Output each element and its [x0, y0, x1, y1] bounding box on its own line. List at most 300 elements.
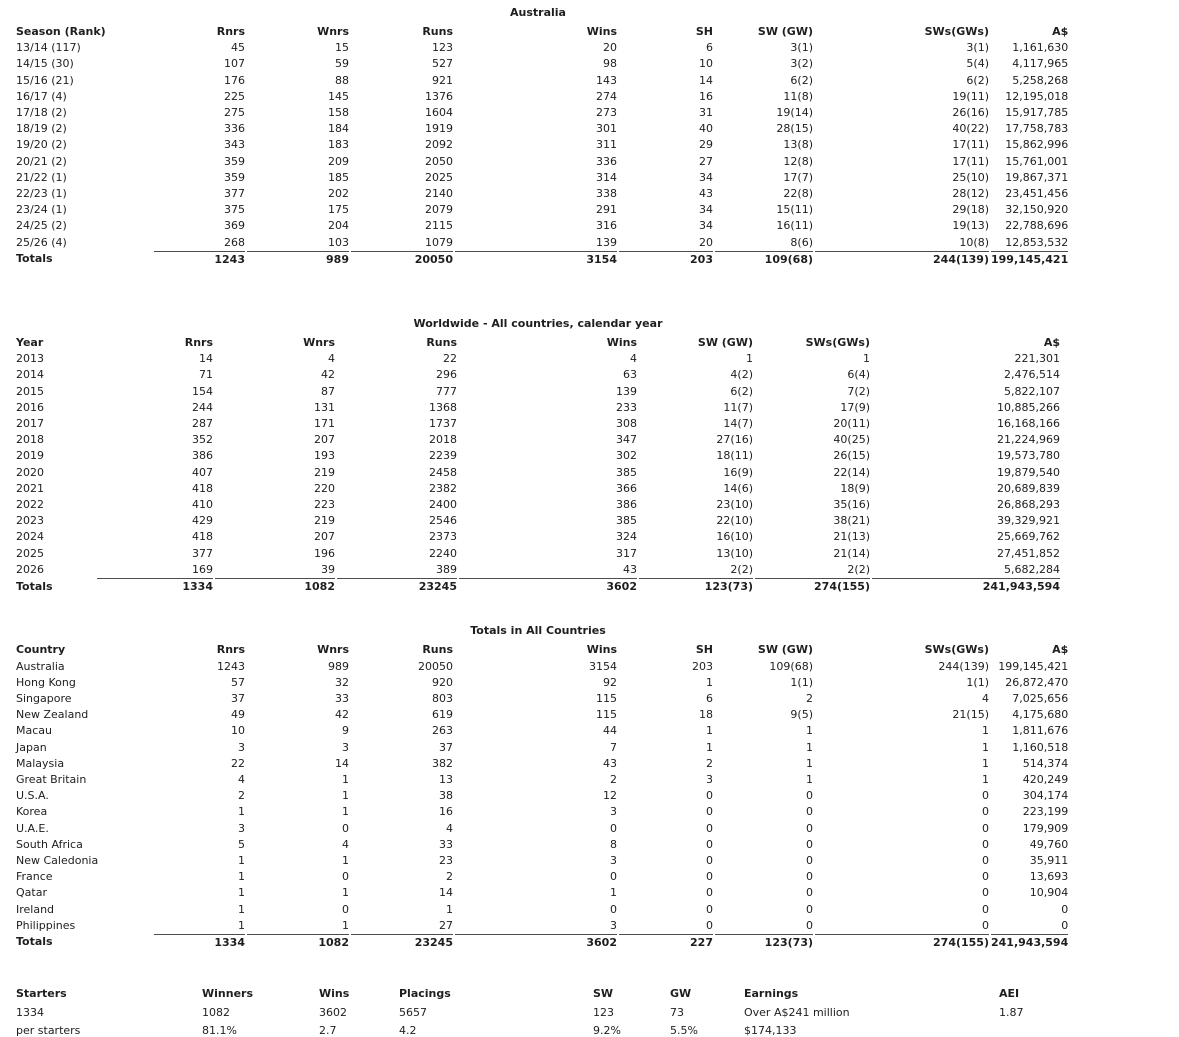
cell: 19(14)	[776, 106, 813, 120]
row-label: 2014	[16, 368, 44, 382]
totals-cell: 274(155)	[755, 578, 870, 595]
cell: 407	[192, 465, 213, 479]
cell: 389	[436, 562, 457, 576]
cell: 20	[699, 235, 713, 249]
cell: 347	[616, 433, 637, 447]
cell: 27,451,852	[997, 546, 1060, 560]
table-row	[16, 659, 1068, 675]
cell: 221,301	[1014, 352, 1060, 366]
cell: 14	[335, 756, 349, 770]
table-row	[16, 432, 1060, 448]
cell: 107	[224, 57, 245, 71]
cell: 1	[238, 853, 245, 867]
cell: 386	[616, 498, 637, 512]
cell: 1	[342, 789, 349, 803]
table-row	[16, 788, 1068, 804]
row-label: Singapore	[16, 691, 72, 705]
cell: 777	[436, 384, 457, 398]
row-label: South Africa	[16, 837, 83, 851]
cell: 40(22)	[952, 122, 989, 136]
table-row	[16, 40, 1068, 56]
cell: 14	[439, 886, 453, 900]
cell: 20050	[418, 659, 453, 673]
totals-cell: 123(73)	[639, 578, 753, 595]
table-row	[16, 529, 1060, 545]
cell: 5(4)	[966, 57, 989, 71]
totals-cell: 227	[619, 934, 713, 951]
cell: 9	[342, 724, 349, 738]
table-row	[16, 186, 1068, 202]
cell: 115	[596, 691, 617, 705]
row-label: 2024	[16, 530, 44, 544]
cell: 1	[982, 724, 989, 738]
row-label: Philippines	[16, 918, 76, 932]
cell: 0	[806, 805, 813, 819]
cell: 359	[224, 154, 245, 168]
cell: 1,161,630	[1012, 41, 1069, 55]
table-row	[16, 918, 1068, 934]
cell: 71	[199, 368, 213, 382]
column-header: SWs(GWs)	[924, 25, 989, 38]
cell: 143	[596, 73, 617, 87]
cell: 336	[596, 154, 617, 168]
cell: 338	[596, 187, 617, 201]
cell: 18(9)	[840, 481, 870, 495]
row-label: 25/26 (4)	[16, 235, 67, 249]
table-row	[16, 384, 1060, 400]
cell: 40	[699, 122, 713, 136]
cell: 418	[192, 530, 213, 544]
header-row	[16, 335, 1060, 351]
cell: 308	[616, 417, 637, 431]
australia-season-table	[14, 24, 1070, 268]
cell: 15,761,001	[1005, 154, 1069, 168]
cell: 4	[446, 821, 453, 835]
cell: 803	[432, 691, 453, 705]
cell: 377	[224, 187, 245, 201]
cell: 34	[699, 203, 713, 217]
cell: 12,195,018	[1005, 89, 1069, 103]
cell: 158	[328, 106, 349, 120]
cell: 4,117,965	[1012, 57, 1069, 71]
cell: 1	[238, 918, 245, 932]
cell: 2382	[429, 481, 457, 495]
cell: 49	[231, 708, 245, 722]
table-row	[16, 837, 1068, 853]
cell: 1	[806, 740, 813, 754]
cell: 49,760	[1029, 837, 1069, 851]
cell: 0	[806, 853, 813, 867]
cell: 14	[699, 73, 713, 87]
cell: 14	[199, 352, 213, 366]
cell: 29	[699, 138, 713, 152]
cell: 527	[432, 57, 453, 71]
cell: 219	[314, 514, 335, 528]
row-label: Great Britain	[16, 772, 87, 786]
cell: 0	[1061, 902, 1069, 916]
cell: 33	[335, 691, 349, 705]
cell: 0	[610, 902, 617, 916]
cell: 1	[342, 772, 349, 786]
table-row	[16, 723, 1068, 739]
cell: 296	[436, 368, 457, 382]
cell: 207	[314, 433, 335, 447]
cell: 207	[314, 530, 335, 544]
cell: 0	[342, 870, 349, 884]
cell: 18	[699, 708, 713, 722]
cell: 26,872,470	[1005, 675, 1069, 689]
totals-cell: 203	[619, 251, 713, 268]
cell: 34	[699, 170, 713, 184]
row-label: 14/15 (30)	[16, 57, 74, 71]
column-header: A$	[1052, 25, 1069, 38]
cell: 2140	[425, 187, 453, 201]
cell: 22	[443, 352, 457, 366]
cell: 1	[806, 772, 813, 786]
row-label: 2013	[16, 352, 44, 366]
cell: 7,025,656	[1012, 691, 1069, 705]
cell: 2373	[429, 530, 457, 544]
cell: 336	[224, 122, 245, 136]
column-header: Wnrs	[303, 336, 335, 350]
cell: 225	[224, 89, 245, 103]
totals-row	[16, 578, 1060, 595]
cell: 15,917,785	[1005, 106, 1069, 120]
column-header: Rnrs	[216, 643, 245, 657]
cell: 1	[706, 675, 713, 689]
cell: 2092	[425, 138, 453, 152]
cell: 2239	[429, 449, 457, 463]
cell: 26(15)	[833, 449, 870, 463]
cell: 0	[982, 870, 989, 884]
table-row	[16, 497, 1060, 513]
cell: 179,909	[1022, 821, 1069, 835]
cell: 0	[806, 886, 813, 900]
cell: 2	[806, 691, 813, 705]
totals-label: Totals	[16, 579, 53, 593]
cell: 3154	[589, 659, 617, 673]
cell: 2	[706, 756, 713, 770]
cell: 20	[603, 41, 617, 55]
cell: 38	[439, 789, 453, 803]
row-label: 17/18 (2)	[16, 106, 67, 120]
cell: 9(5)	[790, 708, 813, 722]
cell: 18(11)	[716, 449, 753, 463]
cell: 1	[238, 870, 245, 884]
cell: 233	[616, 400, 637, 414]
cell: 2(2)	[730, 562, 753, 576]
column-header: Wins	[606, 336, 637, 350]
cell: 1368	[429, 400, 457, 414]
row-label: 2023	[16, 514, 44, 528]
table-row	[16, 416, 1060, 432]
cell: 21(15)	[952, 708, 989, 722]
column-header: Earnings	[744, 987, 799, 1001]
cell: 385	[616, 465, 637, 479]
cell: 382	[432, 756, 453, 770]
cell: 2400	[429, 498, 457, 512]
cell: 2025	[425, 170, 453, 184]
row-label: per starters	[16, 1024, 81, 1037]
cell: 244	[192, 400, 213, 414]
cell: 3	[238, 740, 245, 754]
cell: 0	[982, 902, 989, 916]
cell: 8(6)	[790, 235, 813, 249]
cell: 1	[342, 805, 349, 819]
cell: 10,904	[1029, 886, 1069, 900]
row-label: Hong Kong	[16, 675, 76, 689]
cell: 5,682,284	[1004, 562, 1060, 576]
cell: 1.87	[999, 1005, 1024, 1019]
cell: 1	[610, 886, 617, 900]
row-label: Ireland	[16, 902, 55, 916]
table-row	[16, 902, 1068, 918]
cell: 32,150,920	[1005, 203, 1069, 217]
cell: 1,811,676	[1012, 724, 1069, 738]
cell: 1604	[425, 106, 453, 120]
cell: 316	[596, 219, 617, 233]
table-row	[16, 367, 1060, 383]
table-row	[16, 202, 1068, 218]
cell: 43	[699, 187, 713, 201]
cell	[999, 1022, 1119, 1037]
cell: 35(16)	[833, 498, 870, 512]
cell: 418	[192, 481, 213, 495]
row-label: 21/22 (1)	[16, 170, 67, 184]
cell: 1(1)	[966, 675, 989, 689]
column-header: Country	[16, 643, 66, 657]
table-row	[16, 89, 1068, 105]
row-label: 2018	[16, 433, 44, 447]
cell: 20,689,839	[997, 481, 1060, 495]
cell: 27	[439, 918, 453, 932]
header-row	[16, 642, 1068, 658]
row-label: 15/16 (21)	[16, 73, 74, 87]
cell: 139	[616, 384, 637, 398]
table-row	[16, 73, 1068, 89]
column-header: Year	[16, 336, 44, 350]
totals-label: Totals	[16, 935, 53, 949]
cell: 19(11)	[952, 89, 989, 103]
cell: 1	[863, 352, 870, 366]
cell: 22,788,696	[1005, 219, 1069, 233]
column-header: Runs	[422, 643, 453, 657]
totals-cell: 274(155)	[815, 934, 989, 951]
cell: 16(11)	[776, 219, 813, 233]
column-header: Season (Rank)	[16, 25, 106, 38]
cell: 15,862,996	[1005, 138, 1069, 152]
cell: 1	[342, 853, 349, 867]
cell: 273	[596, 106, 617, 120]
cell: 921	[432, 73, 453, 87]
cell: 223,199	[1022, 805, 1069, 819]
cell: 1	[706, 740, 713, 754]
cell: 37	[439, 740, 453, 754]
cell: 1	[982, 756, 989, 770]
column-header: SH	[695, 25, 713, 38]
cell: 3	[238, 821, 245, 835]
table-row	[16, 137, 1068, 153]
cell: 2,476,514	[1004, 368, 1060, 382]
cell: 92	[603, 675, 617, 689]
cell: 0	[706, 918, 713, 932]
row-label: 22/23 (1)	[16, 187, 67, 201]
cell: 1082	[202, 1005, 230, 1019]
cell: 291	[596, 203, 617, 217]
column-header: A$	[1052, 643, 1069, 657]
row-label: 2020	[16, 465, 44, 479]
cell: 25(10)	[952, 170, 989, 184]
cell: 3602	[319, 1005, 347, 1019]
all-countries-table	[14, 642, 1070, 951]
row-label: Malaysia	[16, 756, 65, 770]
cell: 275	[224, 106, 245, 120]
cell: 40(25)	[833, 433, 870, 447]
cell: 0	[706, 902, 713, 916]
cell: 202	[328, 187, 349, 201]
cell: 0	[706, 789, 713, 803]
cell: 268	[224, 235, 245, 249]
cell: 17,758,783	[1005, 122, 1069, 136]
cell: 0	[806, 918, 813, 932]
cell: 43	[603, 756, 617, 770]
cell: 22(8)	[783, 187, 813, 201]
cell: 0	[610, 821, 617, 835]
cell: 0	[706, 821, 713, 835]
table-row	[16, 675, 1068, 691]
cell: 4	[342, 837, 349, 851]
cell: 352	[192, 433, 213, 447]
row-label: U.A.E.	[16, 821, 49, 835]
cell: 109(68)	[769, 659, 813, 673]
cell: 375	[224, 203, 245, 217]
cell: 359	[224, 170, 245, 184]
worldwide-year-table	[14, 335, 1062, 595]
cell: 3(1)	[790, 41, 813, 55]
column-header: Wins	[586, 25, 617, 38]
cell: 0	[706, 853, 713, 867]
column-header: SWs(GWs)	[924, 643, 989, 657]
table-row	[16, 121, 1068, 137]
column-header: SW	[593, 987, 614, 1001]
row-label: 16/17 (4)	[16, 89, 67, 103]
cell: 386	[192, 449, 213, 463]
table-row	[16, 707, 1068, 723]
cell: 16	[699, 89, 713, 103]
row-label: 2017	[16, 417, 44, 431]
column-header: SW (GW)	[697, 336, 753, 350]
cell: 81.1%	[202, 1024, 237, 1037]
cell: 0	[806, 902, 813, 916]
row-label: New Caledonia	[16, 853, 99, 867]
cell: 2050	[425, 154, 453, 168]
cell: 4	[982, 691, 989, 705]
table-row	[16, 513, 1060, 529]
column-header: A$	[1043, 336, 1060, 350]
cell: 171	[314, 417, 335, 431]
cell: 0	[342, 902, 349, 916]
cell: 21(13)	[833, 530, 870, 544]
cell: 21(14)	[833, 546, 870, 560]
cell: 5	[238, 837, 245, 851]
totals-label: Totals	[16, 252, 53, 266]
cell: 3(1)	[966, 41, 989, 55]
totals-cell: 123(73)	[715, 934, 813, 951]
table-row	[16, 465, 1060, 481]
table-row	[16, 448, 1060, 464]
cell: 0	[982, 789, 989, 803]
column-header: Wnrs	[317, 643, 349, 657]
cell: 304,174	[1022, 789, 1069, 803]
cell: 1376	[425, 89, 453, 103]
cell: 0	[982, 853, 989, 867]
cell: 35,911	[1029, 853, 1069, 867]
cell: 196	[314, 546, 335, 560]
column-header: SH	[695, 643, 713, 657]
cell: 9.2%	[593, 1024, 621, 1037]
cell: 2	[238, 789, 245, 803]
cell: 1	[238, 886, 245, 900]
table-row	[16, 56, 1068, 72]
table-row	[16, 562, 1060, 578]
cell: 2	[446, 870, 453, 884]
totals-cell: 244(139)	[815, 251, 989, 268]
table-title-australia: Australia	[510, 6, 566, 19]
cell: 4.2	[399, 1024, 417, 1037]
column-header: Runs	[426, 336, 457, 350]
cell: 1737	[429, 417, 457, 431]
cell: 1079	[425, 235, 453, 249]
cell: 1	[342, 886, 349, 900]
cell: 4	[630, 352, 637, 366]
cell: 37	[231, 691, 245, 705]
cell: 920	[432, 675, 453, 689]
table-row	[16, 853, 1068, 869]
cell: 63	[623, 368, 637, 382]
row-label: 18/19 (2)	[16, 122, 67, 136]
totals-cell: 1334	[97, 578, 213, 595]
totals-cell: 20050	[351, 251, 453, 268]
totals-cell: 3602	[459, 578, 637, 595]
summary-table	[14, 985, 1121, 1037]
row-label: Qatar	[16, 886, 47, 900]
cell: 1	[982, 740, 989, 754]
column-header: Winners	[202, 987, 253, 1001]
cell: 6	[706, 41, 713, 55]
cell: 324	[616, 530, 637, 544]
cell: 123	[593, 1005, 614, 1019]
column-header: Rnrs	[216, 25, 245, 38]
cell: 115	[596, 708, 617, 722]
cell: 203	[692, 659, 713, 673]
cell: 0	[610, 870, 617, 884]
row-label: Australia	[16, 659, 65, 673]
cell: 220	[314, 481, 335, 495]
cell: 343	[224, 138, 245, 152]
cell: 10	[699, 57, 713, 71]
cell: 17(7)	[783, 170, 813, 184]
table-row	[16, 105, 1068, 121]
cell: 176	[224, 73, 245, 87]
cell: $174,133	[744, 1024, 797, 1037]
cell: 154	[192, 384, 213, 398]
cell: 27	[699, 154, 713, 168]
cell: 175	[328, 203, 349, 217]
cell: 34	[699, 219, 713, 233]
cell: 1	[746, 352, 753, 366]
cell: 385	[616, 514, 637, 528]
cell: 87	[321, 384, 335, 398]
